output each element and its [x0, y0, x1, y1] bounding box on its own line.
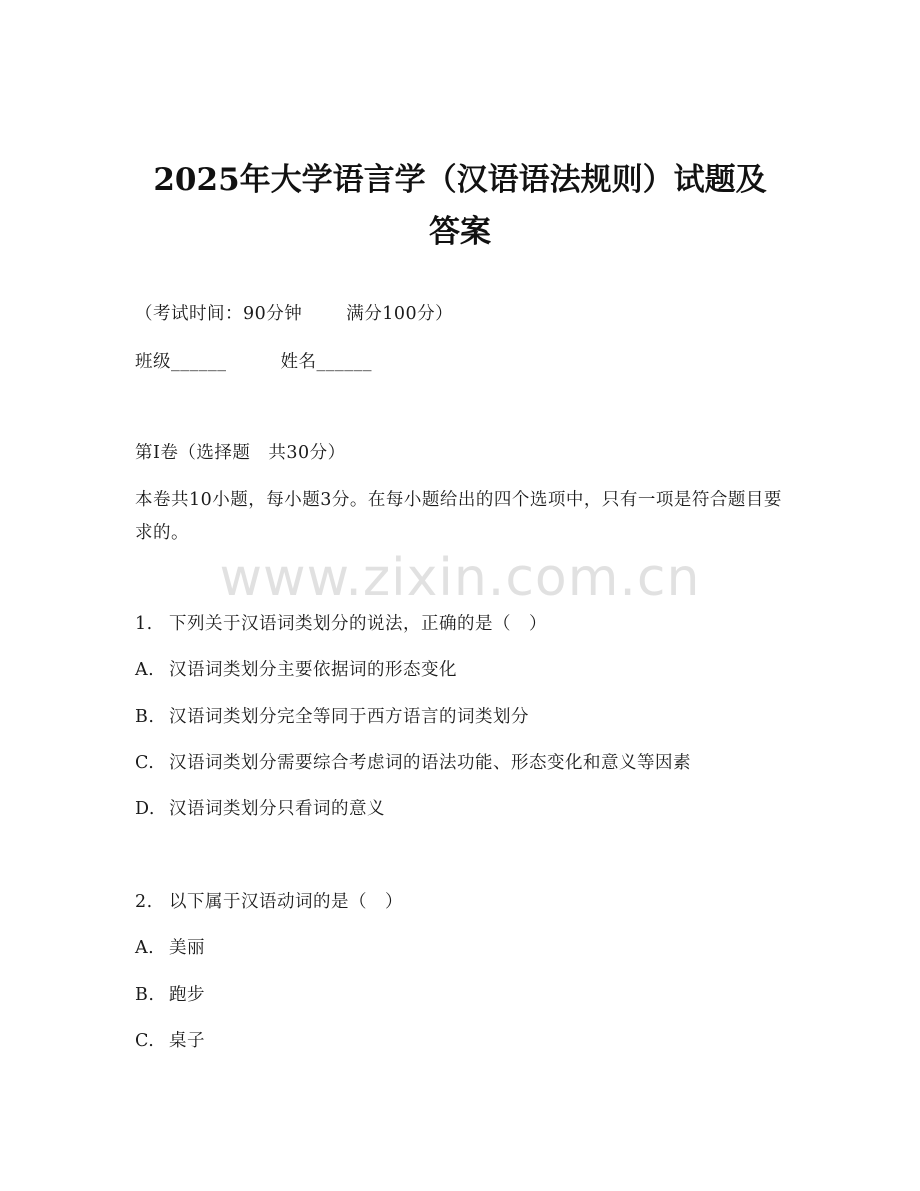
option-1d [135, 797, 385, 821]
option-2a [135, 936, 205, 960]
title-line-1: 2025年大学语言学（汉语语法规则）试题及 [153, 162, 767, 198]
watermark: www.zixin.com.cn [219, 548, 701, 608]
question-stem: 下列关于汉语词类划分的说法，正确的是（ ） [169, 614, 547, 634]
option-2c [135, 1029, 205, 1053]
option-label: D. [135, 799, 155, 819]
student-info [135, 350, 372, 374]
document-title [100, 154, 820, 258]
option-label: C. [135, 1031, 155, 1051]
section-title: 第Ⅰ卷（选择题 共30分） [135, 443, 346, 463]
question-1 [135, 612, 547, 636]
option-label: A. [135, 938, 155, 958]
instructions: 本卷共10小题，每小题3分。在每小题给出的四个选项中，只有一项是符合题目要求的。 [135, 490, 782, 543]
option-text: 汉语词类划分只看词的意义 [169, 799, 385, 819]
option-1b [135, 705, 529, 729]
option-text: 汉语词类划分主要依据词的形态变化 [169, 660, 457, 680]
question-stem: 以下属于汉语动词的是（ ） [169, 892, 403, 912]
option-label: B. [135, 707, 155, 727]
exam-info [135, 302, 453, 326]
option-1c [135, 751, 691, 775]
option-text: 汉语词类划分完全等同于西方语言的词类划分 [169, 707, 529, 727]
name-label: 姓名______ [280, 352, 372, 372]
option-text: 汉语词类划分需要综合考虑词的语法功能、形态变化和意义等因素 [169, 753, 691, 773]
option-text: 桌子 [169, 1031, 205, 1051]
option-1a [135, 658, 457, 682]
full-score: 满分100分） [346, 304, 454, 324]
option-label: C. [135, 753, 155, 773]
exam-time: （考试时间：90分钟 [135, 304, 303, 324]
option-2b [135, 983, 205, 1007]
option-label: A. [135, 660, 155, 680]
option-text: 美丽 [169, 938, 205, 958]
question-2 [135, 890, 403, 914]
question-number: 2. [135, 892, 153, 912]
option-text: 跑步 [169, 985, 205, 1005]
class-label: 班级______ [135, 352, 227, 372]
option-label: B. [135, 985, 155, 1005]
question-number: 1. [135, 614, 153, 634]
title-line-2: 答案 [429, 214, 491, 250]
